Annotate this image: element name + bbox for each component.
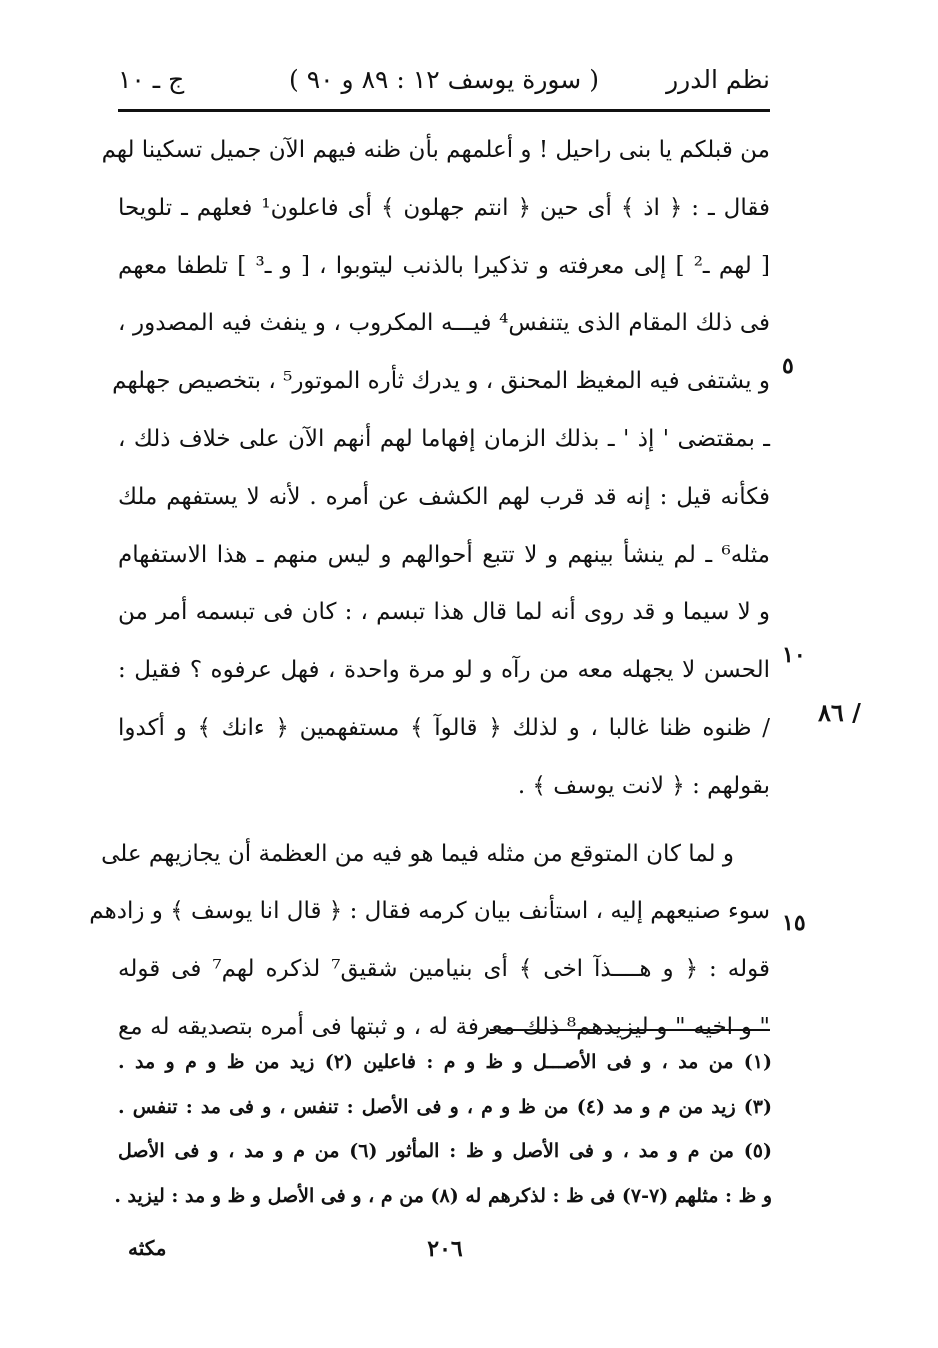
line-number-15: ١٥ <box>782 910 806 936</box>
text-line: و لما كان المتوقع من مثله فيما هو فيه من العظمة أن يجازيهم على <box>101 840 734 867</box>
line-number-10: ١٠ <box>782 642 806 668</box>
footnote-line: (٣) زيد من م و مد (٤) من ظ و م ، و فى الأصل : تنفس ، و فى مد : تنفس . <box>118 1095 772 1118</box>
text-line: [ لهم ـ² ] إلى معرفته و تذكيرا بالذنب ليتوبوا ، [ و ـ³ ] تلطفا معهم <box>118 252 770 279</box>
text-line: ـ بمقتضى ' إذ ' ـ بذلك الزمان إفهاما لهم أنهم الآن على خلاف ذلك ، <box>118 425 770 452</box>
line-number-5: ٥ <box>782 353 794 379</box>
running-header <box>118 58 770 102</box>
catchword: مكثه <box>128 1236 167 1260</box>
footnote-rule <box>490 1029 770 1031</box>
main-text <box>89 122 770 1057</box>
text-line: فى ذلك المقام الذى يتنفس⁴ فيـــه المكروب ، و ينفث فيه المصدور ، <box>118 310 770 337</box>
text-line: من قبلكم يا بنى راحيل ! و أعلمهم بأن ظنه فيهم الآن جميل تسكينا لهم <box>101 137 770 163</box>
text-line: و يشتفى فيه المغيظ المحنق ، و يدرك ثأره الموتور⁵ ، بتخصيص جهلهم <box>112 368 770 395</box>
footnote-line: (٥) من م و مد ، و فى الأصل و ظ : المأثور (٦) من م و مد ، و فى الأصل <box>118 1140 772 1162</box>
footnotes <box>114 1040 772 1218</box>
surah-reference: ( سورة يوسف ١٢ : ٨٩ و ٩٠ ) <box>289 65 599 94</box>
page-number: ٢٠٦ <box>427 1236 463 1262</box>
text-line: الحسن لا يجهله معه من رآه و لو مرة واحدة ، فهل عرفوه ؟ فقيل : <box>118 657 770 684</box>
text-line: فكأنه قيل : إنه قد قرب لهم الكشف عن أمره . لأنه لا يستفهم ملك <box>118 483 770 510</box>
header-rule <box>118 109 770 112</box>
text-line: سوء صنيعهم إليه ، استأنف بيان كرمه فقال : ﴿ قال انا يوسف ﴾ و زادهم <box>89 898 770 925</box>
text-line: و لا سيما و قد روى أنه لما قال هذا تبسم ، : كان فى تبسمه أمر من <box>118 599 770 626</box>
text-line: " و اخيه " و ليزيدهم⁸ ذلك معرفة له ، و ثبتها فى أمره بتصديقه له مع <box>118 1013 770 1040</box>
text-line: مثله⁶ ـ لم ينشأ بينهم و لا تتبع أحوالهم و ليس منهم ـ هذا الاستفهام <box>118 541 770 568</box>
text-line: بقولهم : ﴿ لانت يوسف ﴾ . <box>517 772 770 799</box>
text-line: فقال ـ : ﴿ اذ ﴾ أى حين ﴿ انتم جهلون ﴾ أى فاعلون¹ فعلهم ـ تلويحا <box>118 194 770 221</box>
footnote-line: (١) من مد ، و فى الأصـــل و ظ و م : فاعلين (٢) زيد من ظ و م و مد . <box>118 1051 772 1073</box>
book-title: نظم الدرر <box>666 65 770 94</box>
footnote-line: و ظ : مثلهم (٧-٧) فى ظ : لذكرهم له (٨) من م ، و فى الأصل و ظ و مد : ليزيد . <box>114 1184 772 1207</box>
text-line: قوله : ﴿ و هــــذآ اخى ﴾ أى بنيامين شقيق⁷ لذكره لهم⁷ فى قوله <box>118 956 770 983</box>
text-line: / ظنوه ظنا غالبا ، و لذلك ﴿ قالوآ ﴾ مستفهمين ﴿ ءانك ﴾ و أكدوا <box>118 714 770 741</box>
manuscript-folio-marker: ٨٦ / <box>818 698 861 727</box>
volume-number: ج ـ ١٠ <box>118 65 185 94</box>
